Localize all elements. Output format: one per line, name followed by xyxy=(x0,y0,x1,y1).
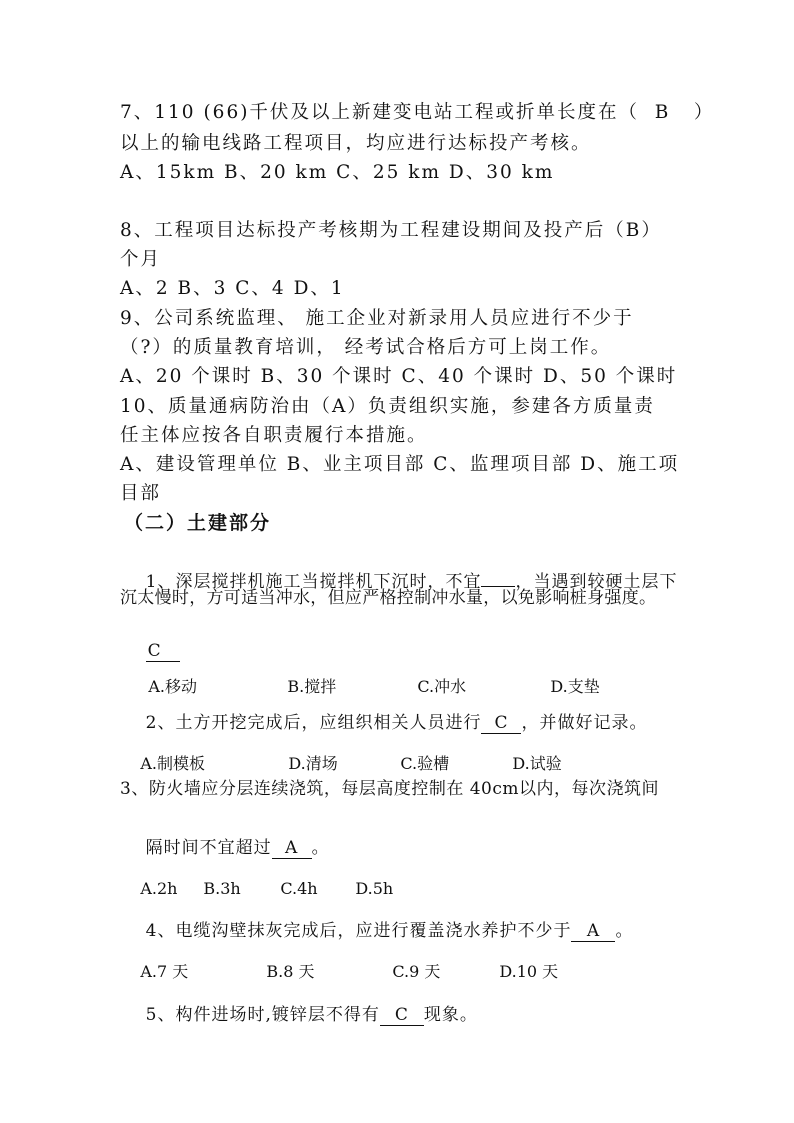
civil-q3-text-pre: 隔时间不宜超过 xyxy=(145,838,272,858)
q10-options-line1: A、建设管理单位 B、业主项目部 C、监理项目部 D、施工项 xyxy=(120,454,680,475)
q7-line2: 以上的输电线路工程项目，均应进行达标投产考核。 xyxy=(120,133,592,154)
civil-q3-text-post: 。 xyxy=(311,838,330,858)
q7-options: A、15km B、20 km C、25 km D、30 km xyxy=(120,162,555,183)
civil-q5-line xyxy=(120,990,478,1043)
civil-q1-line2: 沉太慢时，方可适当冲水，但应严格控制冲水量，以免影响桩身强度。 xyxy=(120,588,657,608)
civil-q1-option-d: D.支垫 xyxy=(550,677,600,696)
q7-line1: 7、110 (66)千伏及以上新建变电站工程或折单长度在（ B ） xyxy=(120,102,715,123)
civil-q4-option-b: B.8 天 xyxy=(266,962,315,981)
civil-q5-answer: C xyxy=(380,1007,424,1026)
civil-q1-answer: C xyxy=(146,643,180,662)
civil-q2-text-pre: 2、土方开挖完成后，应组织相关人员进行 xyxy=(145,713,482,733)
q8-line1: 8、工程项目达标投产考核期为工程建设期间及投产后（B） xyxy=(120,220,662,241)
civil-q1-blank xyxy=(481,568,515,587)
section-title: （二）土建部分 xyxy=(124,512,272,534)
civil-q4-text-post: 。 xyxy=(615,921,634,941)
civil-q2-option-c: C.验槽 xyxy=(400,754,450,773)
q8-options: A、2 B、3 C、4 D、1 xyxy=(120,278,345,299)
q8-line2: 个月 xyxy=(120,249,162,270)
civil-q2-text-post: ，并做好记录。 xyxy=(521,713,648,733)
q10-options-line2: 目部 xyxy=(120,483,162,504)
q9-line1: 9、公司系统监理、 施工企业对新录用人员应进行不少于 xyxy=(120,308,634,329)
civil-q4-option-d: D.10 天 xyxy=(499,962,559,981)
civil-q4-answer: A xyxy=(571,923,615,942)
civil-q2-option-d: D.试验 xyxy=(512,754,562,773)
civil-q3-option-d: D.5h xyxy=(355,879,394,898)
civil-q4-option-a: A.7 天 xyxy=(140,962,189,981)
civil-q1-text-post: ，当遇到较硬土层下 xyxy=(515,572,678,592)
civil-q2-option-a: A.制模板 xyxy=(140,754,205,773)
civil-q4-option-c: C.9 天 xyxy=(392,962,441,981)
civil-q1-option-c: C.冲水 xyxy=(417,677,467,696)
q9-options: A、20 个课时 B、30 个课时 C、40 个课时 D、50 个课时 xyxy=(120,366,678,387)
civil-q3-line1: 3、防火墙应分层连续浇筑，每层高度控制在 40cm以内，每次浇筑间 xyxy=(120,779,659,799)
civil-q3-option-b: B.3h xyxy=(203,879,241,898)
civil-q4-options xyxy=(120,948,558,996)
civil-q3-answer: A xyxy=(272,840,312,859)
civil-q4-text-pre: 4、电缆沟壁抹灰完成后，应进行覆盖浇水养护不少于 xyxy=(145,921,572,941)
civil-q1-option-b: B.搅拌 xyxy=(287,677,337,696)
civil-q5-text-post: 现象。 xyxy=(423,1005,478,1025)
q10-line1: 10、质量通病防治由（A）负责组织实施，参建各方质量责 xyxy=(120,396,655,417)
civil-q5-text-pre: 5、构件进场时,镀锌层不得有 xyxy=(145,1005,380,1025)
civil-q2-option-b: D.清场 xyxy=(288,754,338,773)
civil-q3-option-a: A.2h xyxy=(140,879,178,898)
civil-q2-answer: C xyxy=(481,715,521,734)
civil-q1-option-a: A.移动 xyxy=(148,677,197,696)
q10-line2: 任主体应按各自职责履行本措施。 xyxy=(120,425,428,446)
civil-q1-text-pre: 1、深层搅拌机施工当搅拌机下沉时，不宜 xyxy=(145,572,482,592)
q9-line2: （?）的质量教育培训， 经考试合格后方可上岗工作。 xyxy=(120,337,612,358)
civil-q3-option-c: C.4h xyxy=(280,879,318,898)
